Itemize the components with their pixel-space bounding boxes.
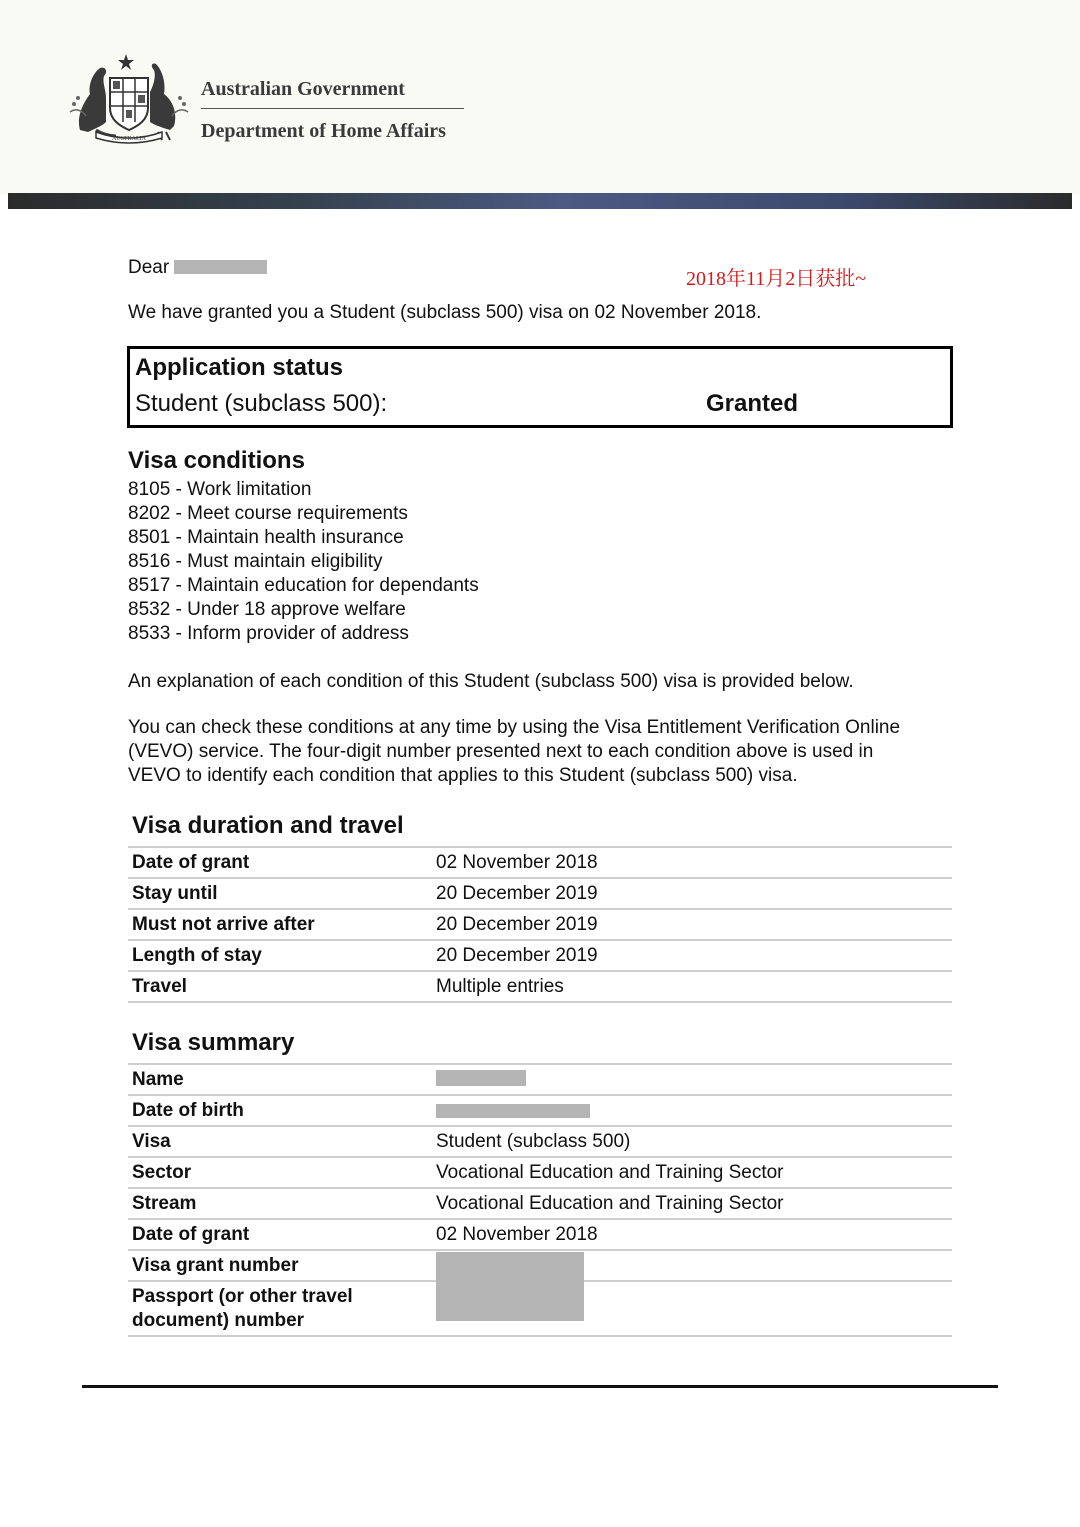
- vevo-paragraph: [128, 716, 958, 788]
- condition-item: 8105 - Work limitation: [128, 479, 312, 500]
- header-band: [8, 193, 1072, 209]
- table-row: [128, 1189, 952, 1220]
- vevo-line: VEVO to identify each condition that applies to this Student (subclass 500) visa.: [128, 765, 798, 786]
- vevo-line: You can check these conditions at any time by using the Visa Entitlement Verification Online: [128, 717, 901, 738]
- table-row: [128, 1282, 952, 1337]
- duration-table: [128, 846, 952, 1003]
- table-row: [128, 1158, 952, 1189]
- condition-item: 8517 - Maintain education for dependants: [128, 575, 479, 596]
- redacted-date-of-birth: [436, 1104, 590, 1118]
- row-value: 02 November 2018: [436, 852, 598, 873]
- row-value: 20 December 2019: [436, 883, 598, 904]
- conditions-list: [128, 478, 479, 646]
- row-label: Sector: [132, 1162, 192, 1183]
- vevo-line: (VEVO) service. The four-digit number presented next to each condition above is used in: [128, 741, 874, 762]
- condition-item: 8533 - Inform provider of address: [128, 623, 409, 644]
- condition-item: 8501 - Maintain health insurance: [128, 527, 404, 548]
- department-name: Department of Home Affairs: [201, 120, 446, 142]
- row-label: Date of birth: [132, 1100, 244, 1121]
- row-value: 20 December 2019: [436, 914, 598, 935]
- handwritten-note: 2018年11月2日获批~: [686, 268, 867, 290]
- table-row: [128, 1251, 952, 1282]
- table-row: [128, 1096, 952, 1127]
- table-row: [128, 1063, 952, 1096]
- crest-scroll-text: AUSTRALIA: [112, 136, 146, 142]
- condition-item: 8202 - Meet course requirements: [128, 503, 408, 524]
- row-label: Name: [132, 1069, 184, 1090]
- condition-item: 8532 - Under 18 approve welfare: [128, 599, 406, 620]
- table-row: [128, 846, 952, 879]
- row-label-line: Passport (or other travel: [132, 1286, 353, 1307]
- salutation: [128, 257, 267, 279]
- grant-intro: We have granted you a Student (subclass 500) visa on 02 November 2018.: [128, 302, 762, 323]
- table-row: [128, 1220, 952, 1251]
- status-label: Student (subclass 500):: [135, 390, 388, 417]
- government-name: Australian Government: [201, 78, 405, 100]
- table-row: [128, 1127, 952, 1158]
- row-label-line: document) number: [132, 1310, 305, 1331]
- row-label: Date of grant: [132, 852, 250, 873]
- application-status-box: [127, 346, 953, 428]
- salutation-text: Dear: [128, 257, 170, 278]
- table-row: [128, 972, 952, 1003]
- conditions-explanation: An explanation of each condition of this Student (subclass 500) visa is provided below.: [128, 671, 854, 692]
- condition-item: 8516 - Must maintain eligibility: [128, 551, 383, 572]
- table-row: [128, 941, 952, 972]
- row-label: Travel: [132, 976, 187, 997]
- status-value: Granted: [706, 390, 799, 417]
- row-label: Length of stay: [132, 945, 262, 966]
- header-divider: [201, 108, 464, 109]
- footer-rule: [82, 1385, 998, 1388]
- row-value: Multiple entries: [436, 976, 564, 997]
- row-label: Stream: [132, 1193, 197, 1214]
- coat-of-arms-logo: [66, 52, 192, 144]
- conditions-heading: Visa conditions: [128, 447, 305, 474]
- table-row: [128, 910, 952, 941]
- redacted-recipient-name: [174, 260, 267, 274]
- status-title: Application status: [135, 354, 344, 381]
- row-label: Stay until: [132, 883, 218, 904]
- row-label: [132, 1285, 353, 1333]
- redacted-name: [436, 1070, 526, 1086]
- row-value: Vocational Education and Training Sector: [436, 1162, 784, 1183]
- row-value: 20 December 2019: [436, 945, 598, 966]
- row-label: Visa: [132, 1131, 171, 1152]
- row-value: 02 November 2018: [436, 1224, 598, 1245]
- row-value: Vocational Education and Training Sector: [436, 1193, 784, 1214]
- duration-heading: Visa duration and travel: [132, 812, 404, 839]
- row-label: Date of grant: [132, 1224, 250, 1245]
- row-value: Student (subclass 500): [436, 1131, 631, 1152]
- table-row: [128, 879, 952, 910]
- summary-heading: Visa summary: [132, 1029, 295, 1056]
- row-label: Must not arrive after: [132, 914, 315, 935]
- row-label: Visa grant number: [132, 1255, 299, 1276]
- summary-table: [128, 1063, 952, 1337]
